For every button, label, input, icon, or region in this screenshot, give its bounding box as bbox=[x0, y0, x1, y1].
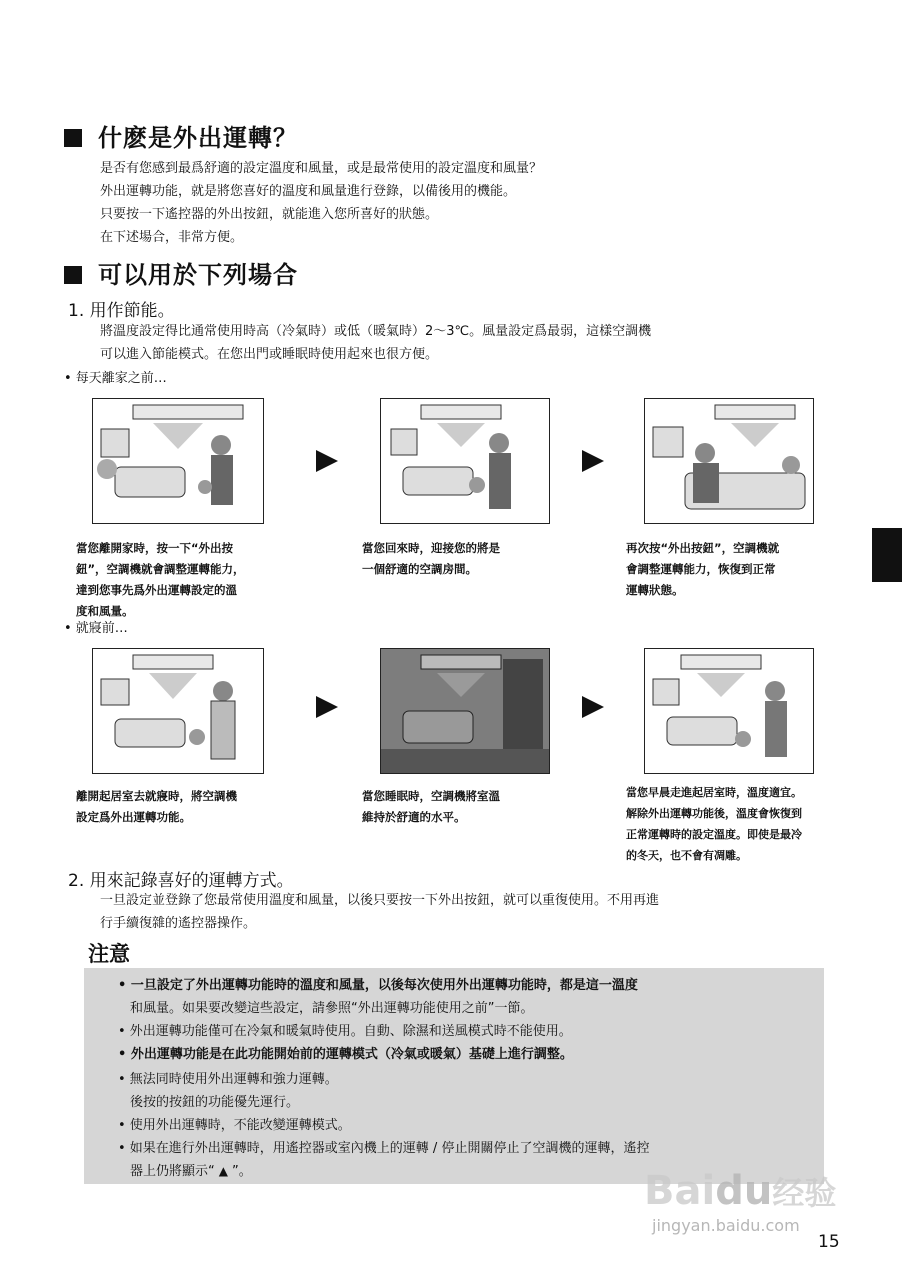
item2-paragraph: 一旦設定並登錄了您最常使用溫度和風量，以後只要按一下外出按鈕，就可以重復使用。不用再進 行手續復雜的遙控器操作。 bbox=[100, 893, 660, 931]
note-item: • 無法同時使用外出運轉和強力運轉。 bbox=[118, 1072, 338, 1087]
item1-heading: 1. 用作節能。 bbox=[68, 301, 175, 321]
caption-morning: 當您早晨走進起居室時，溫度適宜。 解除外出運轉功能後，溫度會恢復到 正常運轉時的設定溫度。即使是最冷 的冬天，也不會有凋雕。 bbox=[626, 786, 802, 862]
caption-leaving-home: 當您離開家時，按一下“外出按 鈕”，空調機就會調整運轉能力， 達到您事先爲外出運轉設定的溫 度和風量。 bbox=[76, 541, 245, 618]
note-item-continuation: 後按的按鈕的功能優先運行。 bbox=[130, 1095, 300, 1110]
illustration-sleeping bbox=[380, 648, 550, 774]
illustration-leaving-home bbox=[92, 398, 264, 524]
note-item-continuation: 器上仍將顯示“ ▲ ”。 bbox=[130, 1160, 252, 1183]
note-item: • 使用外出運轉時，不能改變運轉模式。 bbox=[118, 1118, 351, 1133]
caption-going-to-bed: 離開起居室去就寢時，將空調機 設定爲外出運轉功能。 bbox=[76, 789, 237, 824]
note-item-continuation: 和風量。如果要改變這些設定，請參照“外出運轉功能使用之前”一節。 bbox=[130, 1001, 534, 1016]
chapter-tab bbox=[872, 528, 902, 582]
watermark-url: jingyan.baidu.com bbox=[652, 1216, 800, 1235]
note-item: • 外出運轉功能是在此功能開始前的運轉模式（冷氣或暖氣）基礎上進行調整。 bbox=[118, 1047, 573, 1062]
note-item: • 一旦設定了外出運轉功能時的溫度和風量，以後每次使用外出運轉功能時，都是這一溫度 bbox=[118, 978, 638, 993]
intro-paragraph: 是否有您感到最爲舒適的設定溫度和風量，或是最常使用的設定溫度和風量？ 外出運轉功能，就是將您喜好的溫度和風量進行登錄，以備後用的機能。 只要按一下遙控器的外出按鈕，就能進入您所喜好的狀態。 在下述場合，非常方便。 bbox=[100, 161, 543, 245]
item1-paragraph: 將溫度設定得比通常使用時高（冷氣時）或低（暖氣時）2～3℃。風量設定爲最弱，這樣空調機 可以進入節能模式。在您出門或睡眠時使用起來也很方便。 bbox=[100, 324, 652, 362]
outing-mode-icon: ▲ bbox=[218, 1164, 228, 1178]
section-title-outing-mode: 什麽是外出運轉？ bbox=[64, 118, 298, 153]
note-item: • 外出運轉功能僅可在冷氣和暖氣時使用。自動、除濕和送風模式時不能使用。 bbox=[118, 1024, 572, 1039]
illustration-back-to-normal bbox=[644, 398, 814, 524]
caption-returning-home: 當您回來時，迎接您的將是 一個舒適的空調房間。 bbox=[362, 541, 500, 576]
illustration-morning bbox=[644, 648, 814, 774]
item2-heading: 2. 用來記錄喜好的運轉方式。 bbox=[68, 871, 294, 891]
page-number: 15 bbox=[818, 1232, 840, 1252]
baidu-watermark-logo: Baidu经验 bbox=[644, 1168, 837, 1214]
bullet-before-bed: • 就寢前… bbox=[64, 621, 128, 636]
illustration-going-to-bed bbox=[92, 648, 264, 774]
arrow-right-icon bbox=[582, 696, 604, 718]
bullet-before-leaving: • 每天離家之前… bbox=[64, 371, 167, 386]
note-item: • 如果在進行外出運轉時，用遙控器或室內機上的運轉 / 停止開關停止了空調機的運轉，遙控 bbox=[118, 1141, 650, 1156]
illustration-returning-home bbox=[380, 398, 550, 524]
notes-title: 注意 bbox=[88, 942, 130, 966]
caption-sleeping: 當您睡眠時，空調機將室溫 維持於舒適的水平。 bbox=[362, 789, 500, 824]
arrow-right-icon bbox=[316, 696, 338, 718]
arrow-right-icon bbox=[316, 450, 338, 472]
caption-back-to-normal: 再次按“外出按鈕”，空調機就 會調整運轉能力，恢復到正常 運轉狀態。 bbox=[626, 541, 780, 597]
section-title-use-cases: 可以用於下列場合 bbox=[64, 255, 298, 290]
arrow-right-icon bbox=[582, 450, 604, 472]
